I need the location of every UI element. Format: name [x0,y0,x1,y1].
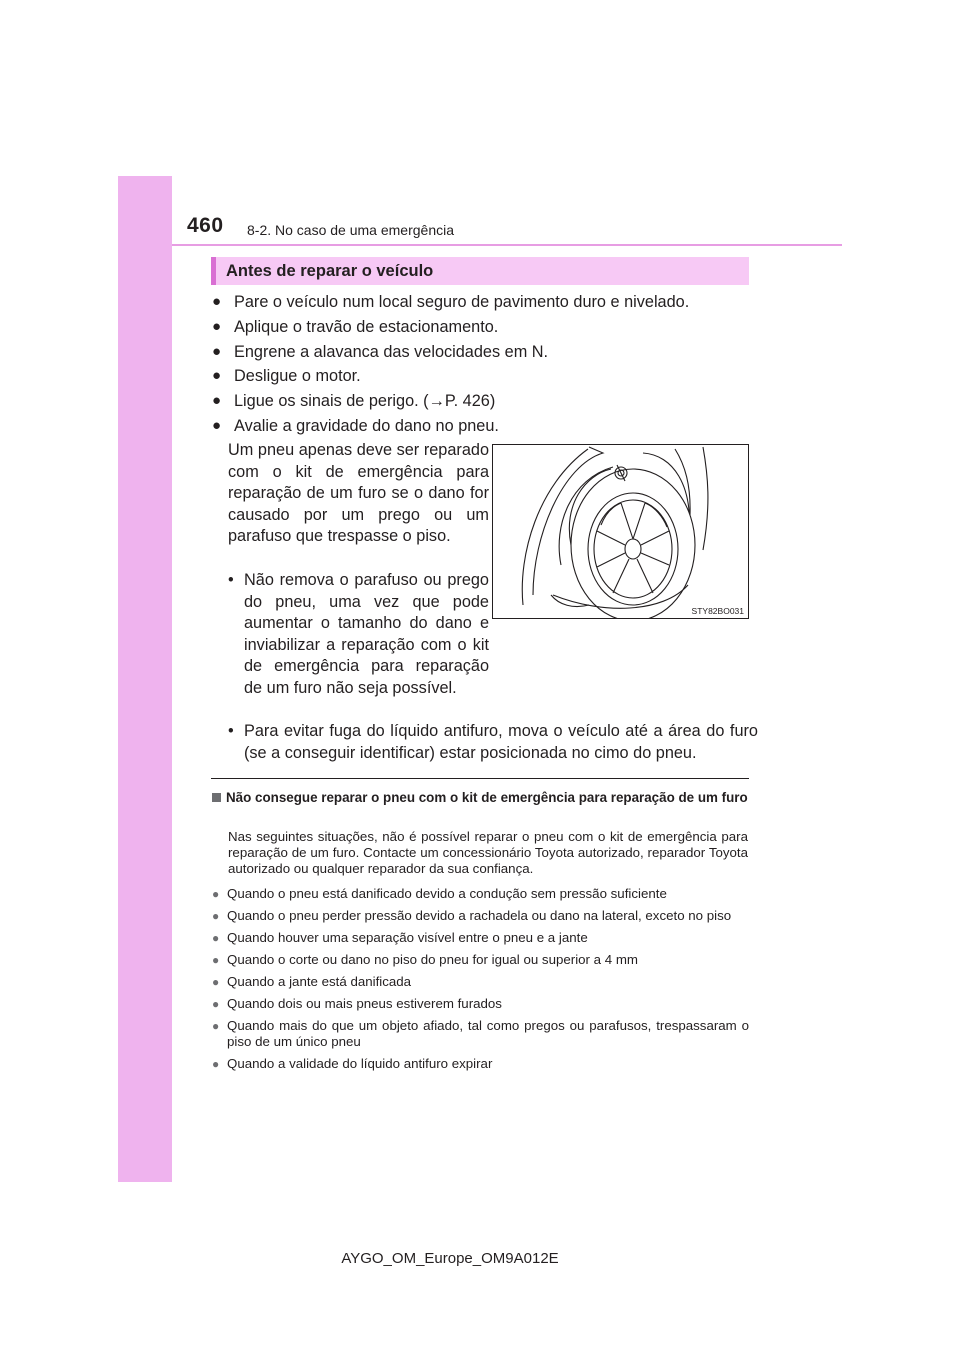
sub-item: • Não remova o parafuso ou prego do pneu, uma vez que pode aumentar o tamanho do dano e inviabilizar a reparação com o kit de emergência para reparação de um furo não seja possível. [228,570,489,700]
repair-condition-paragraph: Um pneu apenas deve ser reparado com o kit de emergência para reparação de um furo se o dano for causado por um prego ou um parafuso que trespasse o piso. [228,441,489,546]
list-item: ● Quando o pneu está danificado devido a condução sem pressão suficiente [212,886,667,901]
list-item: ● Ligue os sinais de perigo. (→P. 426) [212,389,752,414]
note-heading: Não consegue reparar o pneu com o kit de emergência para reparação de um furo [212,790,750,807]
tire-illustration [492,444,749,619]
bullet-icon: ● [212,392,222,410]
bullet-icon: ● [212,997,220,1011]
bullet-icon: ● [212,931,220,945]
bullet-icon: ● [212,293,222,310]
list-item: ● Quando o pneu perder pressão devido a rachadela ou dano na lateral, exceto no piso [212,908,732,923]
list-item: ● Desligue o motor. [212,364,752,389]
list-item: ● Quando dois ou mais pneus estiverem furados [212,996,502,1011]
list-item: ● Quando mais do que um objeto afiado, tal como pregos ou parafusos, trespassaram o piso de um único pneu [212,1018,749,1049]
sub-item: • Para evitar fuga do líquido antifuro, mova o veículo até a área do furo (se a conseguir identificar) estar posicionada no cimo do pneu. [228,721,758,764]
note-list [212,886,749,1078]
chapter-title: 8-2. No caso de uma emergência [247,222,454,238]
bullet-icon: ● [212,953,220,967]
bullet-icon: ● [212,367,222,385]
bullet-icon: ● [212,1019,220,1033]
section-marker-icon [212,793,221,802]
list-item: ● Quando a jante está danificada [212,974,412,989]
bullet-icon: ● [212,1057,220,1071]
list-item: ● Quando o corte ou dano no piso do pneu for igual ou superior a 4 mm [212,952,638,967]
section-divider [211,778,749,779]
checklist [212,290,752,439]
header-divider [172,244,842,246]
bullet-icon: ● [212,887,220,901]
bullet-icon: • [228,571,234,589]
bullet-icon: ● [212,342,222,360]
document-footer: AYGO_OM_Europe_OM9A012E [341,1250,559,1267]
list-item: ● Pare o veículo num local seguro de pavimento duro e nivelado. [212,290,752,315]
bullet-icon: ● [212,975,220,989]
figure-code: STY82BO031 [691,606,744,616]
list-item: ● Avalie a gravidade do dano no pneu. [212,414,752,439]
chapter-sidebar-tab [118,176,172,1182]
list-item: ● Engrene a alavanca das velocidades em N. [212,340,752,365]
note-intro: Nas seguintes situações, não é possível reparar o pneu com o kit de emergência para reparação de um furo. Contacte um concessionário Toyota autorizado, reparador Toyota autorizado ou qualquer reparador da sua confiança. [228,829,748,876]
page-number: 460 [187,214,224,237]
bullet-icon: ● [212,416,222,434]
bullet-icon: ● [212,909,220,923]
list-item: ● Quando houver uma separação visível entre o pneu e a jante [212,930,588,945]
bullet-icon: • [228,722,234,740]
tire-drawing-icon [493,445,748,618]
section-title: Antes de reparar o veículo [226,262,434,280]
list-item: ● Quando a validade do líquido antifuro expirar [212,1056,493,1071]
list-item: ● Aplique o travão de estacionamento. [212,315,752,340]
bullet-icon: ● [212,317,222,335]
